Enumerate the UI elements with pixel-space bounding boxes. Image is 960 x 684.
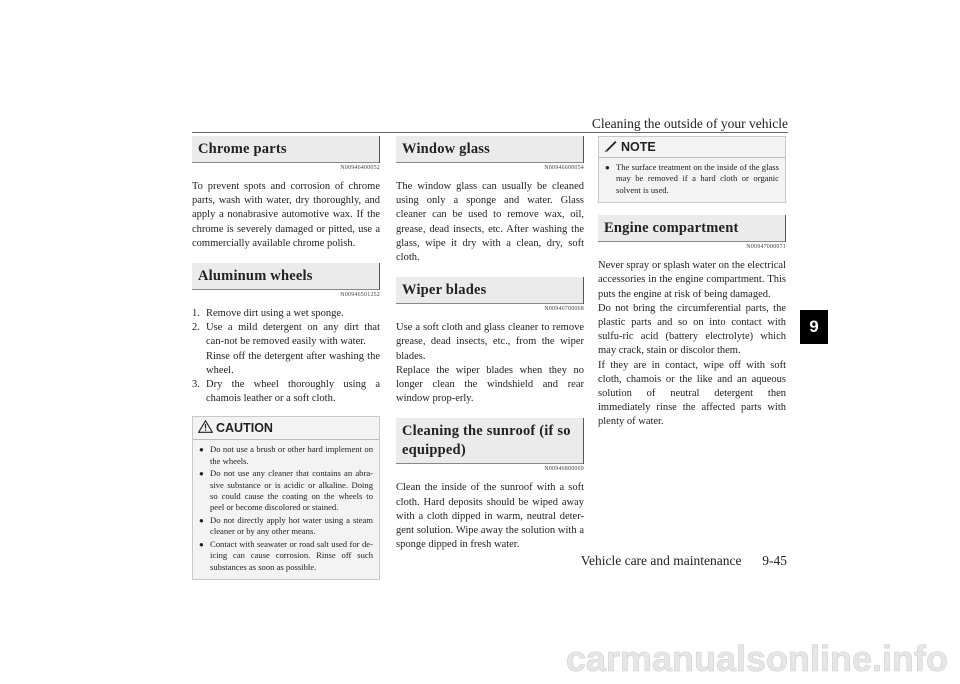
paragraph: Clean the inside of the sunroof with a soft cloth. Hard deposits should be wiped away with a cloth dipped in warm, neutral deter-gent solution. Wipe away the solution with a sponge dipped in fresh water.	[396, 482, 584, 551]
step-text: Rinse off the detergent after washing the wheel.	[206, 350, 380, 376]
list-item	[199, 468, 373, 514]
list-item	[199, 515, 373, 538]
step-number: 2.	[192, 322, 200, 334]
section-code: N00946800069	[544, 466, 584, 473]
section-code: N00947000071	[746, 244, 786, 251]
step-text: Dry the wheel thoroughly using a chamois leather or a soft cloth.	[206, 379, 380, 405]
bullet-text: Do not use any cleaner that contains an abra-sive substance or is acidic or alkaline. Doing so could cause the coating on the wheels to peel or become discolored or stained.	[210, 468, 373, 513]
note-label: NOTE	[621, 140, 656, 154]
list-item	[199, 444, 373, 467]
section-code: N00946600054	[544, 165, 584, 171]
bullet-icon: ●	[199, 539, 204, 549]
section-body	[396, 481, 584, 552]
section-code: N00946700068	[544, 306, 584, 313]
column-3	[598, 136, 786, 430]
section-heading: Chrome parts	[192, 136, 380, 163]
list-item	[192, 350, 380, 378]
section-body	[396, 180, 584, 265]
note-box	[598, 136, 786, 203]
step-text: Remove dirt using a wet sponge.	[206, 308, 344, 320]
page-number: 9-45	[762, 553, 787, 568]
steps-list	[192, 307, 380, 406]
section-aluminum-wheels	[192, 263, 380, 406]
footer-section: Vehicle care and maintenance	[580, 553, 742, 568]
bullet-icon: ●	[199, 469, 204, 479]
bullet-icon: ●	[199, 445, 204, 455]
paragraph: To prevent spots and corrosion of chrome parts, wash with water, dry thoroughly, and apply a nonabrasive automotive wax. If the chrome is severely damaged or pitted, use a commercially available chrome polish.	[192, 181, 380, 249]
bullet-text: Do not directly apply hot water using a steam cleaner or by any other means.	[210, 514, 373, 537]
step-number: 1.	[192, 308, 200, 320]
watermark	[400, 633, 960, 679]
section-heading: Aluminum wheels	[192, 263, 380, 290]
section-window-glass	[396, 136, 584, 265]
section-sunroof	[396, 418, 584, 552]
paragraph: If they are in contact, wipe off with soft cloth, chamois or the like and an aqueous solution of neutral detergent then immediately rinse the affected parts with plenty of water.	[598, 359, 786, 428]
section-body	[192, 180, 380, 251]
section-body	[598, 259, 786, 429]
section-heading: Cleaning the sunroof (if so equipped)	[396, 418, 584, 464]
bullet-icon: ●	[605, 163, 610, 172]
bullet-text: Do not use a brush or other hard implement on the wheels.	[210, 444, 373, 466]
section-code: N00946400052	[340, 165, 380, 171]
bullet-text: Contact with seawater or road salt used for de-icing can cause corrosion. Rinse off such substances as soon as possible.	[210, 538, 373, 572]
section-wiper-blades	[396, 277, 584, 406]
step-number: 3.	[192, 379, 200, 391]
bullet-icon: ●	[199, 515, 204, 525]
section-code: N00946501252	[340, 292, 380, 299]
section-heading: Engine compartment	[598, 215, 786, 242]
list-item	[192, 378, 380, 406]
caution-list	[193, 444, 379, 572]
page-header-title: Cleaning the outside of your vehicle	[591, 116, 788, 131]
warning-triangle-icon	[198, 420, 213, 436]
svg-text:carmanualsonline.info: carmanualsonline.info	[565, 638, 948, 679]
paragraph: The window glass can usually be cleaned using only a sponge and water. Glass cleaner can be used to remove wax, oil, grease, dead insects, etc. After washing the glass, wipe it dry with a clean, dry, soft cloth.	[396, 181, 584, 264]
bullet-text: The surface treatment on the inside of the glass may be removed if a hard cloth or organic solvent is used.	[616, 162, 779, 195]
column-2	[396, 136, 584, 552]
section-engine-compartment	[598, 215, 786, 429]
section-chrome-parts	[192, 136, 380, 251]
pencil-note-icon	[604, 141, 618, 153]
list-item	[605, 162, 779, 196]
column-1	[192, 136, 380, 580]
step-text: Use a mild detergent on any dirt that can-not be removed easily with water.	[206, 322, 380, 348]
paragraph: Do not bring the circumferential parts, the plastic parts and so on into contact with sulfu-ric acid (battery electrolyte) which may crack, stain or discolor them.	[598, 302, 786, 357]
section-heading: Wiper blades	[396, 277, 584, 304]
paragraph: Replace the wiper blades when they no longer clean the windshield and rear window prop-erly.	[396, 364, 584, 405]
caution-box	[192, 416, 380, 579]
section-body	[396, 321, 584, 406]
list-item	[192, 321, 380, 349]
note-title	[599, 137, 785, 158]
list-item	[199, 539, 373, 573]
caution-title	[193, 417, 379, 440]
list-item	[192, 307, 380, 321]
note-list	[599, 162, 785, 196]
chapter-tab: 9	[800, 310, 828, 344]
section-heading: Window glass	[396, 136, 584, 163]
paragraph: Use a soft cloth and glass cleaner to remove grease, dead insects, etc., from the wiper blades.	[396, 322, 584, 362]
header-rule	[192, 132, 788, 133]
caution-label: CAUTION	[216, 421, 273, 436]
page-footer	[581, 553, 787, 569]
paragraph: Never spray or splash water on the electrical accessories in the engine compartment. This puts the engine at risk of being damaged.	[598, 260, 786, 300]
